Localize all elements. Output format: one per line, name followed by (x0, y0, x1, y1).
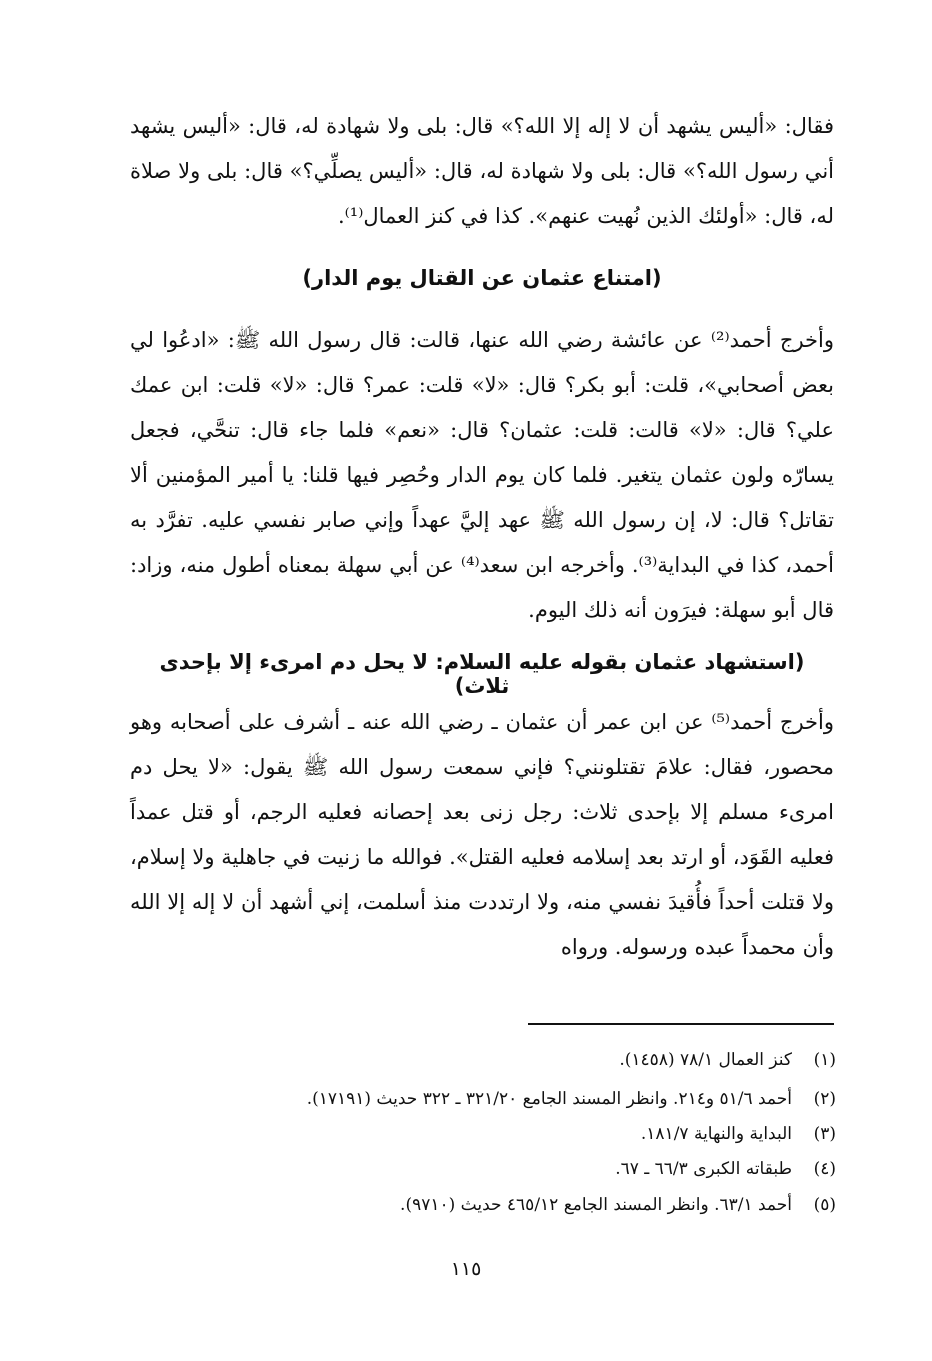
footnote-text: أحمد ٦٣/١. وانظر المسند الجامع ٤٦٥/١٢ حديث (٩٧١٠). (400, 1195, 792, 1215)
paragraph-3: وأخرج أحمد⁽⁵⁾ عن ابن عمر أن عثمان ـ رضي الله عنه ـ أشرف على أصحابه وهو محصور، فقال: علامَ تقتلونني؟ فإني سمعت رسول الله ﷺ يقول: «لا يحل دم امرىء مسلم إلا بإحدى ثلاث: رجل زنى بعد إحصانه فعليه الرجم، أو قتل عمداً فعليه القَوَد، أو ارتد بعد إسلامه فعليه القتل». فوالله ما زنيت في جاهلية ولا إسلام، ولا قتلت أحداً فأُقيدَ نفسي منه، ولا ارتددت منذ أسلمت، إني أشهد أن لا إله إلا الله وأن محمداً عبده ورسوله. ورواه (130, 710, 834, 959)
footnote-number: (١) (813, 1050, 836, 1070)
page-number: ١١٥ (450, 1258, 482, 1280)
footnote-text: كنز العمال ٧٨/١ (١٤٥٨). (619, 1050, 792, 1070)
footnote-number: (٣) (813, 1124, 836, 1144)
footnote-text: أحمد ٥١/٦ و٢١٤. وانظر المسند الجامع ٣٢١/٢٠ ـ ٣٢٢ حديث (١٧١٩١). (306, 1089, 792, 1109)
footnote-separator (528, 1023, 834, 1025)
footnote-4 (615, 1157, 836, 1181)
footnote-1 (619, 1048, 836, 1072)
footnote-5 (400, 1193, 836, 1217)
footnote-number: (٢) (813, 1089, 836, 1109)
paragraph-2: وأخرج أحمد⁽²⁾ عن عائشة رضي الله عنها، قالت: قال رسول الله ﷺ: «ادعُوا لي بعض أصحابي»، قلت: أبو بكر؟ قال: «لا» قلت: عمر؟ قال: «لا» قلت: ابن عمك علي؟ قال: «لا» قالت: قلت: عثمان؟ قال: «نعم» فلما جاء قال: تنحَّي، فجعل يسارّه ولون عثمان يتغير. فلما كان يوم الدار وحُصِر فيها قلنا: يا أمير المؤمنين ألا تقاتل؟ قال: لا، إن رسول الله ﷺ عهد إليَّ عهداً وإني صابر نفسي عليه. تفرَّد به أحمد، كذا في البداية⁽³⁾. وأخرجه ابن سعد⁽⁴⁾ عن أبي سهلة بمعناه أطول منه، وزاد: قال أبو سهلة: فيرَون أنه ذلك اليوم. (130, 328, 835, 622)
section-heading-1: (امتناع عثمان عن القتال يوم الدار) (302, 266, 662, 290)
paragraph-1: فقال: «أليس يشهد أن لا إله إلا الله؟» قال: بلى ولا شهادة له، قال: «أليس يشهد أني رسول الله؟» قال: بلى ولا شهادة له، قال: «أليس يصلِّي؟» قال: بلى ولا صلاة له، قال: «أولئك الذين نُهيت عنهم». كذا في كنز العمال⁽¹⁾. (130, 114, 834, 228)
footnote-text: البداية والنهاية ١٨١/٧. (640, 1124, 792, 1144)
footnote-text: طبقاته الكبرى ٦٦/٣ ـ ٦٧. (615, 1159, 792, 1179)
footnote-number: (٥) (813, 1195, 836, 1215)
footnote-3 (641, 1122, 836, 1146)
footnote-2 (307, 1087, 836, 1111)
footnote-number: (٤) (813, 1159, 836, 1179)
section-heading-2: (استشهاد عثمان بقوله عليه السلام: لا يحل دم امرىء إلا بإحدى ثلاث) (159, 650, 805, 698)
